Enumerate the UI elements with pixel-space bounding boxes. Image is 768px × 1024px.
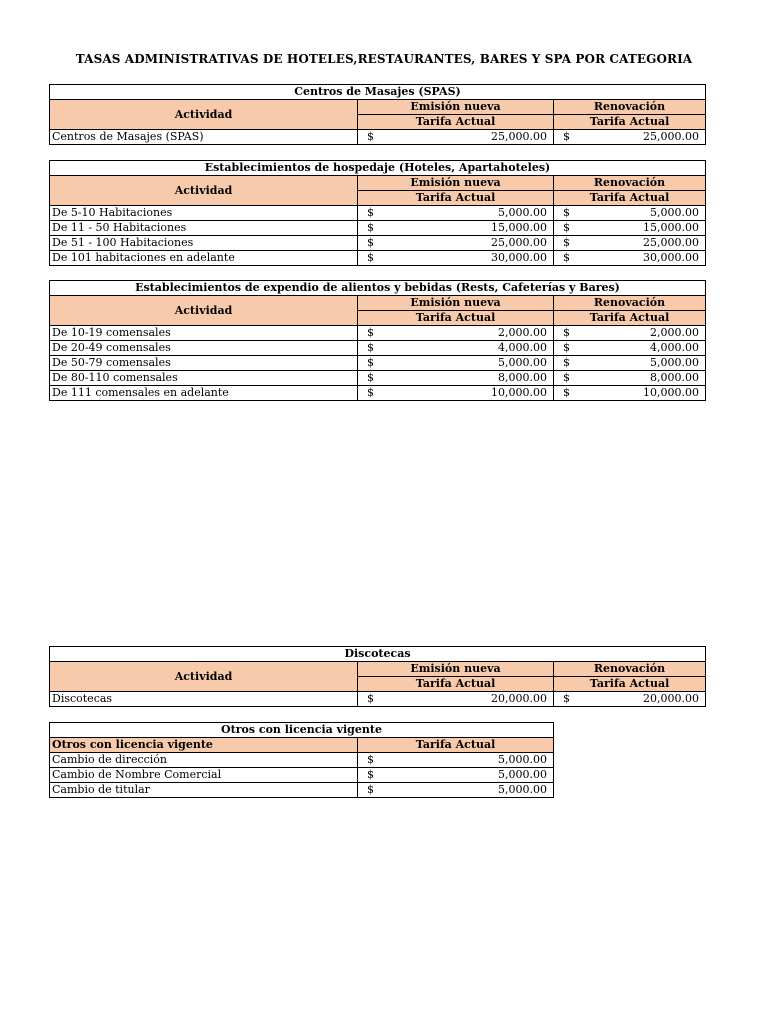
currency-symbol: $ (563, 221, 570, 234)
row-label: Cambio de titular (50, 783, 358, 798)
amount-value: 10,000.00 (643, 386, 699, 399)
table-row (50, 692, 706, 707)
otros-column-header: Otros con licencia vigente (50, 738, 358, 753)
amount-value: 5,000.00 (498, 783, 547, 796)
row-label: De 111 comensales en adelante (50, 386, 358, 401)
tarifa-actual-header: Tarifa Actual (358, 311, 554, 326)
renovacion-amount (554, 356, 706, 371)
amount-value: 5,000.00 (650, 356, 699, 369)
amount-value: 30,000.00 (491, 251, 547, 264)
row-label: De 101 habitaciones en adelante (50, 251, 358, 266)
table-caption: Establecimientos de expendio de alientos y bebidas (Rests, Cafeterías y Bares) (50, 281, 706, 296)
row-label: Discotecas (50, 692, 358, 707)
currency-symbol: $ (563, 251, 570, 264)
renovacion-header: Renovación (554, 296, 706, 311)
amount-value: 5,000.00 (498, 768, 547, 781)
actividad-header: Actividad (50, 296, 358, 326)
currency-symbol: $ (563, 130, 570, 143)
amount-value: 20,000.00 (491, 692, 547, 705)
amount-value: 10,000.00 (491, 386, 547, 399)
emision-amount (358, 326, 554, 341)
renovacion-amount (554, 692, 706, 707)
tarifa-actual-header: Tarifa Actual (554, 115, 706, 130)
currency-symbol: $ (367, 753, 374, 766)
renovacion-amount (554, 251, 706, 266)
table-caption: Discotecas (50, 647, 706, 662)
currency-symbol: $ (367, 356, 374, 369)
amount-value: 20,000.00 (643, 692, 699, 705)
emision-amount (358, 356, 554, 371)
renovacion-header: Renovación (554, 176, 706, 191)
emision-amount (358, 206, 554, 221)
currency-symbol: $ (563, 356, 570, 369)
currency-symbol: $ (367, 326, 374, 339)
tarifa-amount (358, 753, 554, 768)
currency-symbol: $ (367, 386, 374, 399)
currency-symbol: $ (367, 371, 374, 384)
spas-table (49, 84, 706, 145)
table-caption: Establecimientos de hospedaje (Hoteles, Apartahoteles) (50, 161, 706, 176)
table-row (50, 783, 554, 798)
row-label: De 5-10 Habitaciones (50, 206, 358, 221)
hospedaje-table (49, 160, 706, 266)
row-label: De 10-19 comensales (50, 326, 358, 341)
amount-value: 4,000.00 (650, 341, 699, 354)
row-label: Cambio de Nombre Comercial (50, 768, 358, 783)
amount-value: 8,000.00 (498, 371, 547, 384)
amount-value: 25,000.00 (643, 236, 699, 249)
currency-symbol: $ (563, 236, 570, 249)
amount-value: 30,000.00 (643, 251, 699, 264)
currency-symbol: $ (563, 341, 570, 354)
tarifa-actual-header: Tarifa Actual (358, 115, 554, 130)
tarifa-actual-header: Tarifa Actual (358, 191, 554, 206)
currency-symbol: $ (367, 251, 374, 264)
otros-table (49, 722, 554, 798)
amount-value: 5,000.00 (498, 356, 547, 369)
table-row (50, 326, 706, 341)
currency-symbol: $ (367, 221, 374, 234)
amount-value: 25,000.00 (491, 130, 547, 143)
currency-symbol: $ (367, 692, 374, 705)
table-caption: Otros con licencia vigente (50, 723, 554, 738)
table-row (50, 221, 706, 236)
currency-symbol: $ (367, 783, 374, 796)
amount-value: 5,000.00 (650, 206, 699, 219)
amount-value: 25,000.00 (491, 236, 547, 249)
row-label: Centros de Masajes (SPAS) (50, 130, 358, 145)
tarifa-actual-header: Tarifa Actual (358, 677, 554, 692)
renovacion-amount (554, 206, 706, 221)
table-row (50, 386, 706, 401)
expendio-table (49, 280, 706, 401)
renovacion-header: Renovación (554, 100, 706, 115)
table-row (50, 130, 706, 145)
currency-symbol: $ (367, 130, 374, 143)
table-row (50, 206, 706, 221)
table-row (50, 768, 554, 783)
tarifa-amount (358, 783, 554, 798)
emision-amount (358, 386, 554, 401)
emision-amount (358, 371, 554, 386)
emision-amount (358, 130, 554, 145)
tarifa-actual-header: Tarifa Actual (554, 191, 706, 206)
tarifa-amount (358, 768, 554, 783)
row-label: De 51 - 100 Habitaciones (50, 236, 358, 251)
renovacion-amount (554, 326, 706, 341)
amount-value: 8,000.00 (650, 371, 699, 384)
actividad-header: Actividad (50, 100, 358, 130)
row-label: De 20-49 comensales (50, 341, 358, 356)
tarifa-actual-header: Tarifa Actual (554, 677, 706, 692)
row-label: De 11 - 50 Habitaciones (50, 221, 358, 236)
table-row (50, 371, 706, 386)
row-label: De 50-79 comensales (50, 356, 358, 371)
amount-value: 25,000.00 (643, 130, 699, 143)
emision-amount (358, 221, 554, 236)
row-label: Cambio de dirección (50, 753, 358, 768)
currency-symbol: $ (367, 206, 374, 219)
table-row (50, 251, 706, 266)
amount-value: 2,000.00 (498, 326, 547, 339)
discotecas-table (49, 646, 706, 707)
renovacion-amount (554, 341, 706, 356)
amount-value: 4,000.00 (498, 341, 547, 354)
currency-symbol: $ (563, 386, 570, 399)
renovacion-header: Renovación (554, 662, 706, 677)
currency-symbol: $ (563, 692, 570, 705)
table-row (50, 356, 706, 371)
renovacion-amount (554, 236, 706, 251)
currency-symbol: $ (367, 341, 374, 354)
currency-symbol: $ (367, 768, 374, 781)
renovacion-amount (554, 386, 706, 401)
emision-amount (358, 341, 554, 356)
emision-amount (358, 251, 554, 266)
renovacion-amount (554, 371, 706, 386)
table-row (50, 341, 706, 356)
currency-symbol: $ (563, 326, 570, 339)
renovacion-amount (554, 221, 706, 236)
currency-symbol: $ (367, 236, 374, 249)
row-label: De 80-110 comensales (50, 371, 358, 386)
currency-symbol: $ (563, 206, 570, 219)
table-row (50, 236, 706, 251)
amount-value: 5,000.00 (498, 206, 547, 219)
actividad-header: Actividad (50, 662, 358, 692)
amount-value: 15,000.00 (643, 221, 699, 234)
amount-value: 5,000.00 (498, 753, 547, 766)
emision-nueva-header: Emisión nueva (358, 662, 554, 677)
emision-amount (358, 692, 554, 707)
emision-amount (358, 236, 554, 251)
emision-nueva-header: Emisión nueva (358, 100, 554, 115)
renovacion-amount (554, 130, 706, 145)
emision-nueva-header: Emisión nueva (358, 176, 554, 191)
amount-value: 2,000.00 (650, 326, 699, 339)
page-title: TASAS ADMINISTRATIVAS DE HOTELES,RESTAURANTES, BARES Y SPA POR CATEGORIA (75, 52, 693, 66)
table-row (50, 753, 554, 768)
table-caption: Centros de Masajes (SPAS) (50, 85, 706, 100)
amount-value: 15,000.00 (491, 221, 547, 234)
emision-nueva-header: Emisión nueva (358, 296, 554, 311)
currency-symbol: $ (563, 371, 570, 384)
tarifa-actual-header: Tarifa Actual (358, 738, 554, 753)
actividad-header: Actividad (50, 176, 358, 206)
tarifa-actual-header: Tarifa Actual (554, 311, 706, 326)
